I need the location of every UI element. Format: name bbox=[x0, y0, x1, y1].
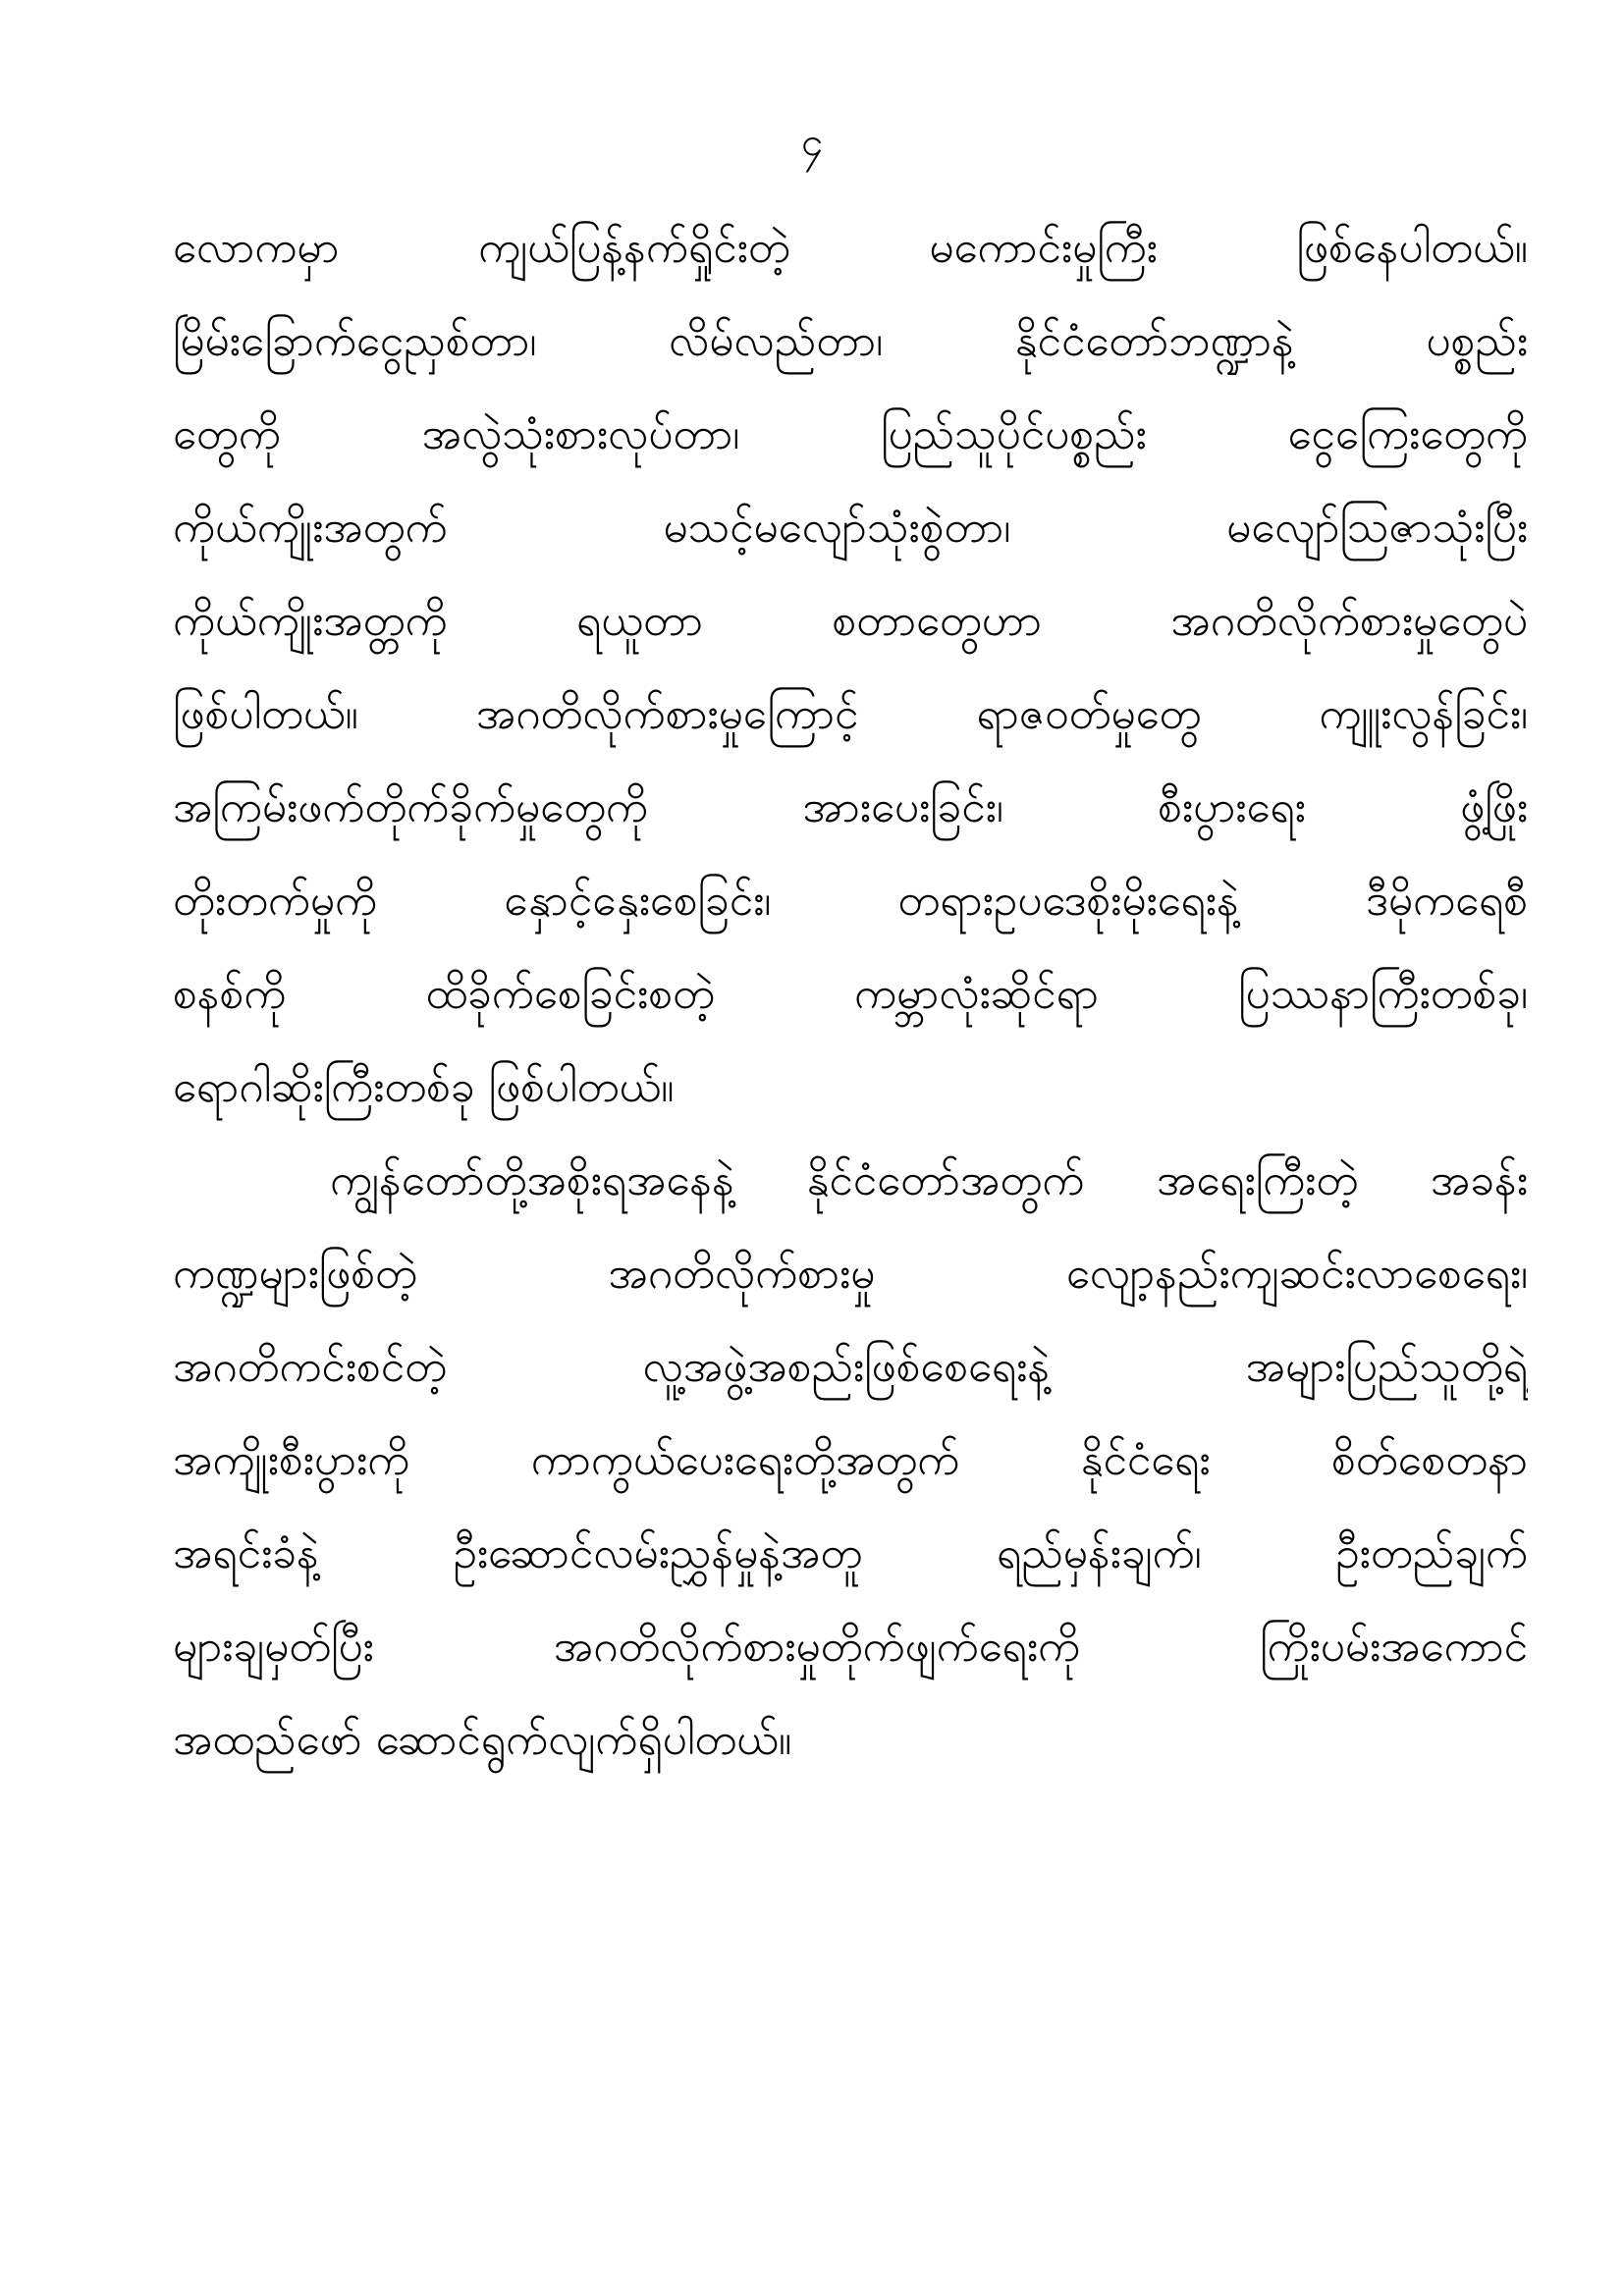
paragraph bbox=[173, 201, 1528, 1134]
text-line: အကျိုးစီးပွားကို ကာကွယ်ပေးရေးတို့အတွက် နိုင်ငံရေး စိတ်စေတနာ bbox=[173, 1435, 1528, 1485]
body-text bbox=[173, 201, 1528, 1787]
text-line: မြိမ်းခြောက်ငွေညှစ်တာ၊ လိမ်လည်တာ၊ နိုင်ငံတော်ဘဏ္ဍာနဲ့ ပစ္စည်း bbox=[173, 316, 1528, 366]
text-line: တွေကို အလွဲသုံးစားလုပ်တာ၊ ပြည်သူပိုင်ပစ္စည်း ငွေကြေးတွေကို bbox=[173, 409, 1528, 459]
text-line: အဂတိကင်းစင်တဲ့ လူ့အဖွဲ့အစည်းဖြစ်စေရေးနဲ့ အများပြည်သူတို့ရဲ့ bbox=[173, 1342, 1528, 1392]
text-line: ကိုယ်ကျိုးအတွက် မသင့်မလျော်သုံးစွဲတာ၊ မလျော်ဩဇာသုံးပြီး bbox=[173, 503, 1528, 553]
text-line: အထည်ဖော် ဆောင်ရွက်လျက်ရှိပါတယ်။ bbox=[173, 1715, 792, 1765]
page-number: ၄ bbox=[800, 120, 824, 165]
text-line: ကဏ္ဍများဖြစ်တဲ့ အဂတိလိုက်စားမှု လျော့နည်းကျဆင်းလာစေရေး၊ bbox=[173, 1249, 1528, 1299]
text-line: ကိုယ်ကျိုးအတ္တကို ရယူတာ စတာတွေဟာ အဂတိလိုက်စားမှုတွေပဲ bbox=[173, 596, 1528, 646]
paragraph bbox=[173, 1134, 1528, 1787]
text-line: များချမှတ်ပြီး အဂတိလိုက်စားမှုတိုက်ဖျက်ရေးကို ကြိုးပမ်းအကောင် bbox=[173, 1622, 1528, 1672]
text-line: ရောဂါဆိုးကြီးတစ်ခု ဖြစ်ပါတယ်။ bbox=[173, 1062, 675, 1112]
text-line: လောကမှာ ကျယ်ပြန့်နက်ရှိုင်းတဲ့ မကောင်းမှုကြီး ဖြစ်နေပါတယ်။ bbox=[173, 223, 1528, 273]
text-line: အရင်းခံနဲ့ ဦးဆောင်လမ်းညွှန်မှုနဲ့အတူ ရည်မှန်းချက်၊ ဦးတည်ချက် bbox=[173, 1528, 1528, 1578]
text-line: ဖြစ်ပါတယ်။ အဂတိလိုက်စားမှုကြောင့် ရာဇဝတ်မှုတွေ ကျူးလွန်ခြင်း၊ bbox=[173, 689, 1528, 739]
text-line: စနစ်ကို ထိခိုက်စေခြင်းစတဲ့ ကမ္ဘာလုံးဆိုင်ရာ ပြဿနာကြီးတစ်ခု၊ bbox=[173, 969, 1528, 1019]
text-line: ကျွန်တော်တို့အစိုးရအနေနဲ့ နိုင်ငံတော်အတွက် အရေးကြီးတဲ့ အခန်း bbox=[330, 1155, 1528, 1205]
text-line: အကြမ်းဖက်တိုက်ခိုက်မှုတွေကို အားပေးခြင်း၊ စီးပွားရေး ဖွံ့ဖြိုး bbox=[173, 782, 1528, 832]
text-line: တိုးတက်မှုကို နှောင့်နှေးစေခြင်း၊ တရားဥပဒေစိုးမိုးရေးနဲ့ ဒီမိုကရေစီ bbox=[173, 876, 1528, 926]
